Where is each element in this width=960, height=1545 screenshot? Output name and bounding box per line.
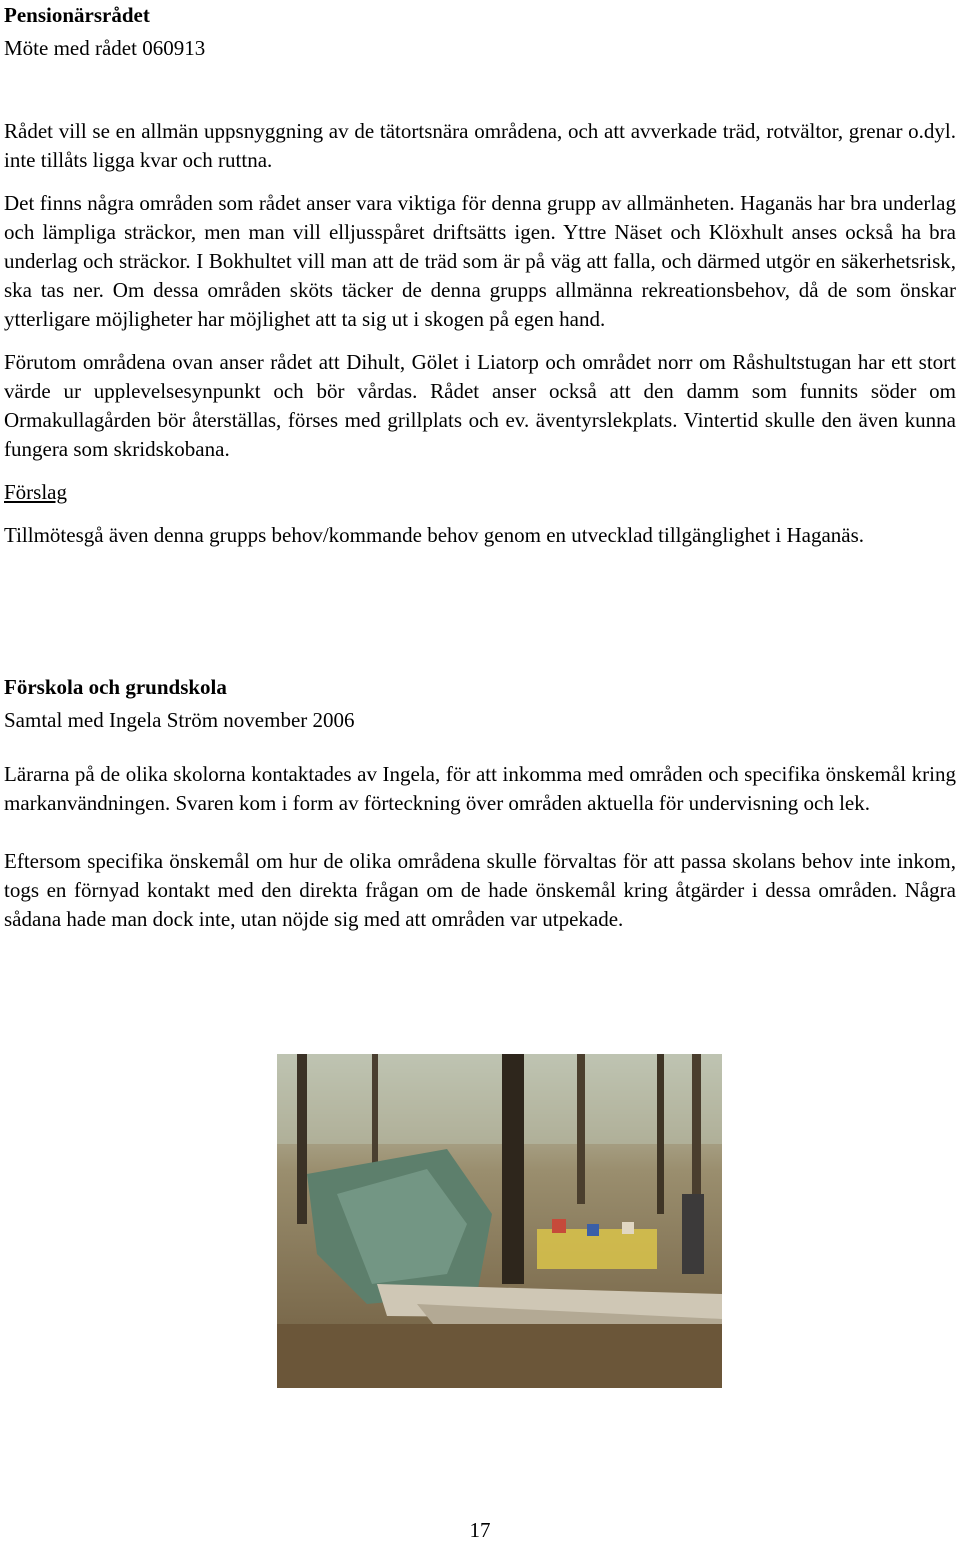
section-heading: Förskola och grundskola <box>4 675 227 699</box>
page-number: 17 <box>469 1518 491 1542</box>
paragraph: Tillmötesgå även denna grupps behov/kommande behov genom en utvecklad tillgänglighet i Haganäs. <box>4 523 865 547</box>
section-forskola <box>4 673 956 934</box>
section-subtitle: Möte med rådet 060913 <box>4 36 206 60</box>
paragraph: Lärarna på de olika skolorna kontaktades av Ingela, för att inkomma med områden och specifika önskemål kring markanvändningen. Svaren kom i form av förteckning över områden aktuella för undervisning och lek. <box>4 762 956 815</box>
paragraph: Det finns några områden som rådet anser vara viktiga för denna grupp av allmänheten. Haganäs har bra underlag och lämpliga sträckor, men man vill elljusspåret driftsätts igen. Yttre Näset och Klöxhult anses också ha bra underlag och sträckor. I Bokhultet vill man att de träd som är på väg att falla, och därmed utgör en säkerhetsrisk, ska tas ner. Om dessa områden sköts täcker de denna grupps allmänna rekreationsbehov, då de som önskar ytterligare möjligheter har möjlighet att ta sig ut i skogen på egen hand. <box>4 191 956 331</box>
paragraph: Förutom områdena ovan anser rådet att Dihult, Gölet i Liatorp och området norr om Råshultstugan har ett stort värde ur upplevelsesynpunkt och bör vårdas. Rådet anser också att den damm som funnits söder om Ormakullagården bör återställas, förses med grillplats och ev. äventyrslekplats. Vintertid skulle den även kunna fungera som skridskobana. <box>4 350 956 461</box>
section-heading: Pensionärsrådet <box>4 3 150 27</box>
forest-photo-icon <box>277 1054 722 1388</box>
paragraph: Eftersom specifika önskemål om hur de olika områdena skulle förvaltas för att passa skolans behov inte inkom, togs en förnyad kontakt med den direkta frågan om de hade önskemål kring åtgärder i dessa områden. Några sådana hade man dock inte, utan nöjde sig med att områden var utpekade. <box>4 849 956 931</box>
forslag-label: Förslag <box>4 480 67 504</box>
paragraph: Rådet vill se en allmän uppsnyggning av de tätortsnära områdena, och att avverkade träd, rotvältor, grenar o.dyl. inte tillåts ligga kvar och ruttna. <box>4 119 956 172</box>
section-pensionarsradet <box>4 1 956 550</box>
section-subtitle: Samtal med Ingela Ström november 2006 <box>4 708 355 732</box>
forest-photo <box>277 1054 722 1388</box>
